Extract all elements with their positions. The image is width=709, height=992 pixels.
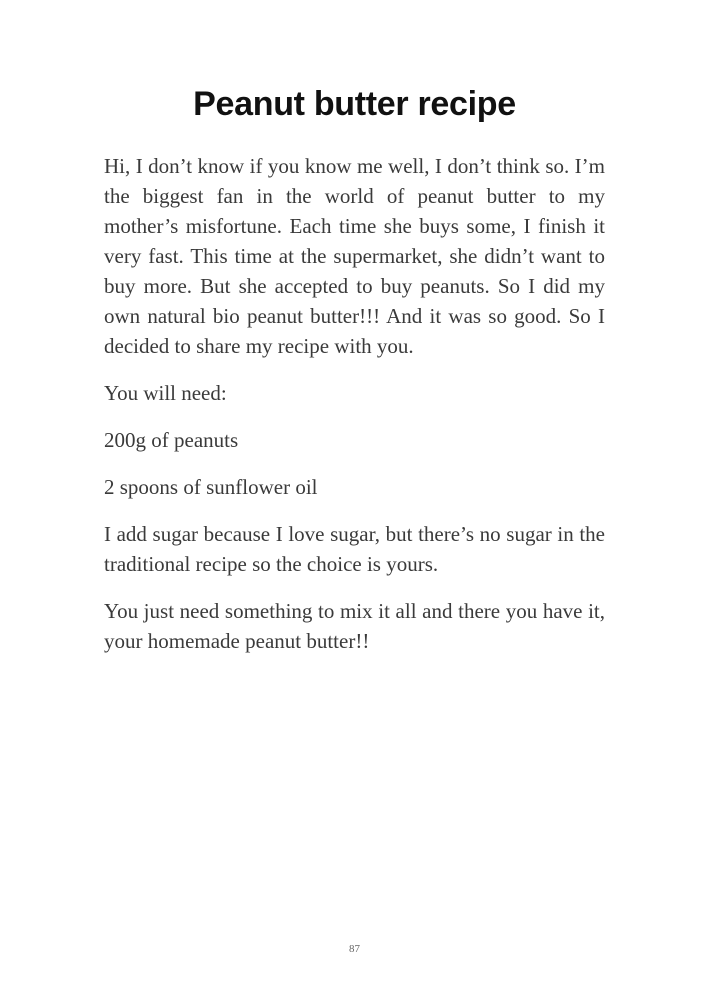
sugar-note-paragraph: I add sugar because I love sugar, but there’s no sugar in the traditional recipe so the choice is yours. bbox=[104, 522, 605, 576]
ingredient-oil: 2 spoons of sunflower oil bbox=[104, 475, 318, 499]
page-number: 87 bbox=[349, 943, 360, 955]
recipe-body bbox=[104, 151, 605, 673]
intro-paragraph: Hi, I don’t know if you know me well, I don’t think so. I’m the biggest fan in the world of peanut butter to my mother’s misfortune. Each time she buys some, I finish it very fast. This time at the supermarket, she didn’t want to buy more. But she accepted to buy peanuts. So I did my own natural bio peanut butter!!! And it was so good. So I decided to share my recipe with you. bbox=[104, 154, 605, 358]
page-title: Peanut butter recipe bbox=[193, 85, 516, 123]
ingredient-peanuts: 200g of peanuts bbox=[104, 428, 239, 452]
closing-paragraph: You just need something to mix it all and there you have it, your homemade peanut butter!! bbox=[104, 599, 605, 653]
ingredients-heading: You will need: bbox=[104, 381, 227, 405]
